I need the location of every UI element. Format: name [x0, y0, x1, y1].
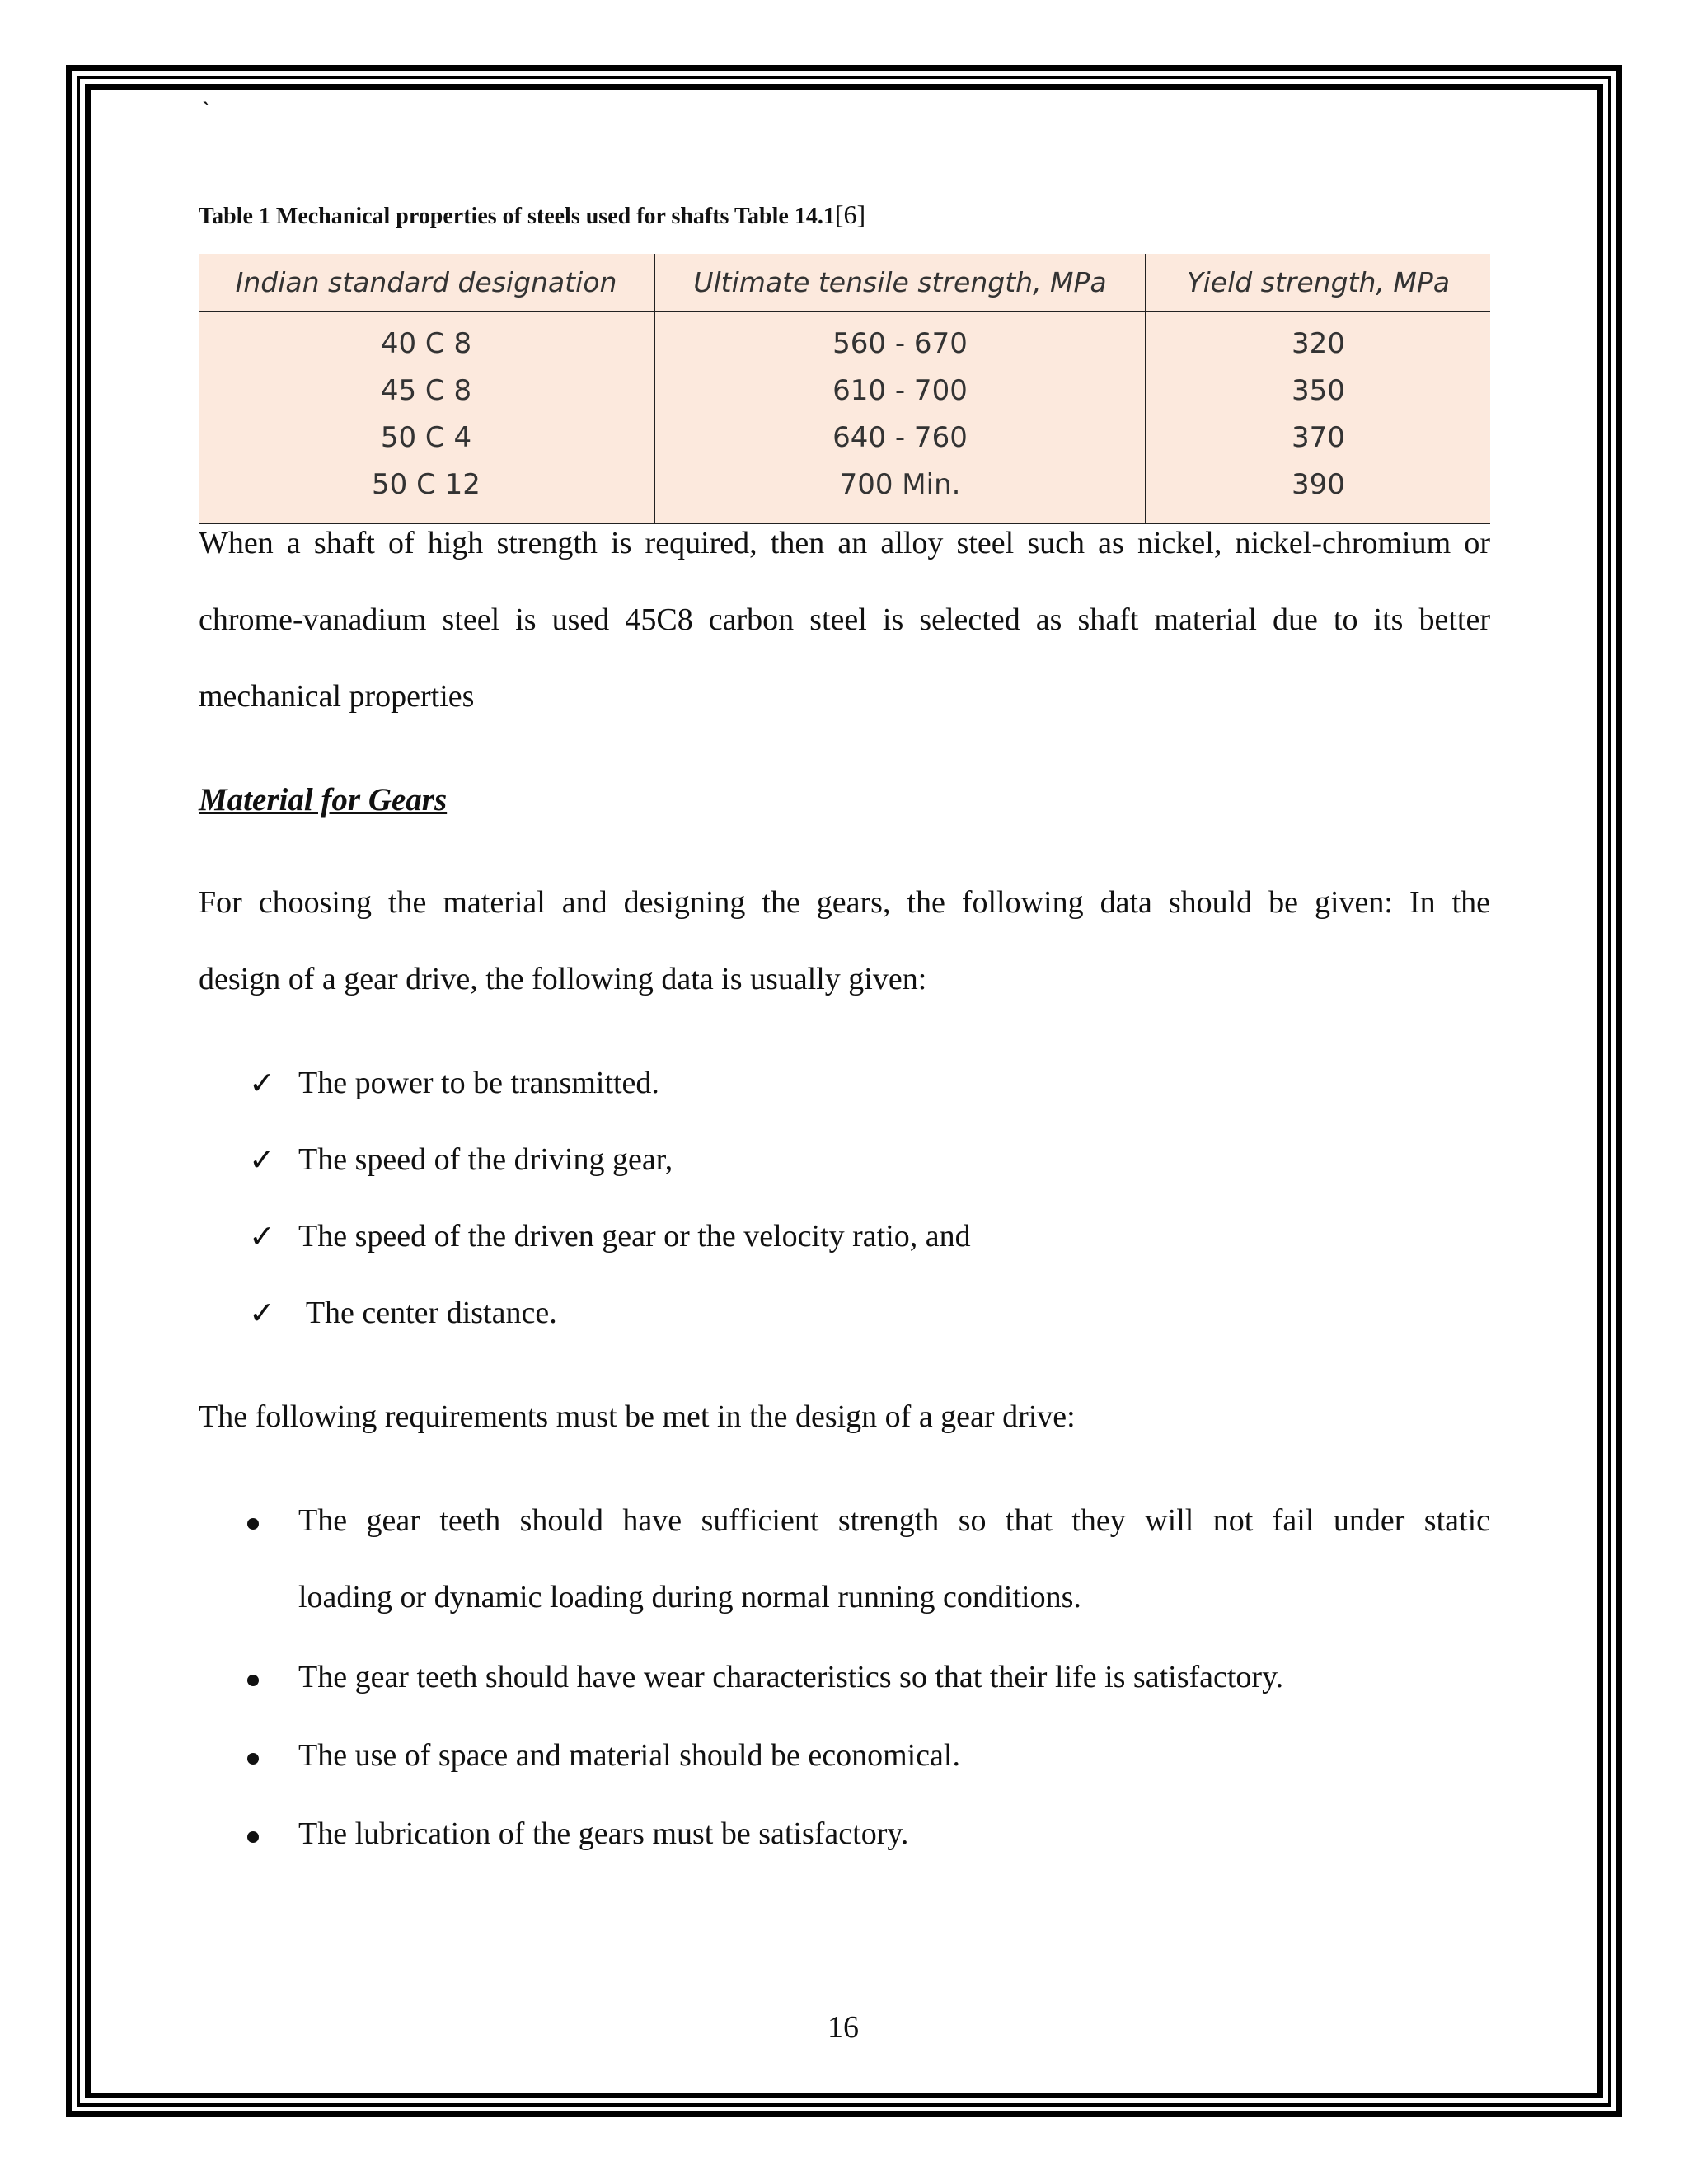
checkmark-icon: ✓ [249, 1220, 275, 1254]
header-designation: Indian standard designation [199, 254, 654, 312]
stray-backtick: ` [202, 97, 210, 124]
table-cell: 50 C 12 [372, 468, 481, 501]
check-item: The center distance. [298, 1296, 557, 1330]
bullet-item-lubrication: The lubrication of the gears must be satisfactory. [298, 1816, 909, 1851]
table-caption [199, 199, 865, 230]
column-yield-strength [1146, 312, 1490, 523]
table-header-row [199, 254, 1490, 312]
bullet-item-economy: The use of space and material should be economical. [298, 1738, 960, 1773]
bullet-item-strength-line-2: loading or dynamic loading during normal running conditions. [298, 1580, 1081, 1615]
header-yield-strength: Yield strength, MPa [1146, 254, 1490, 312]
paragraph-shaft-line-3: mechanical properties [199, 679, 475, 714]
page-number: 16 [828, 2010, 859, 2045]
table-caption-label: Table 1 Mechanical properties of steels used for shafts Table 14.1 [199, 204, 835, 229]
paragraph-gears-line-1: For choosing the material and designing the gears, the following data should be given: In the [199, 885, 1490, 920]
table-cell: 700 Min. [839, 468, 961, 501]
paragraph-gears-line-2: design of a gear drive, the following data is usually given: [199, 962, 927, 996]
paragraph-shaft-line-1: When a shaft of high strength is required, then an alloy steel such as nickel, nickel-chromium or [199, 526, 1490, 560]
bullet-icon [247, 1831, 259, 1843]
bullet-item-wear: The gear teeth should have wear characteristics so that their life is satisfactory. [298, 1660, 1284, 1694]
table-caption-reference: [6] [834, 199, 866, 229]
steel-properties-table [199, 254, 1490, 524]
check-item: The power to be transmitted. [298, 1066, 659, 1100]
column-designation [199, 312, 654, 523]
column-tensile-strength [654, 312, 1146, 523]
section-heading-material-for-gears: Material for Gears [199, 782, 448, 818]
check-item: The speed of the driven gear or the velocity ratio, and [298, 1219, 971, 1254]
paragraph-requirements: The following requirements must be met in the design of a gear drive: [199, 1399, 1076, 1434]
bullet-item-strength-line-1: The gear teeth should have sufficient strength so that they will not fail under static [298, 1503, 1490, 1538]
table-cell: 390 [1292, 468, 1345, 501]
bullet-icon [247, 1753, 259, 1765]
table-cell: 45 C 8 [380, 374, 472, 407]
header-tensile-strength: Ultimate tensile strength, MPa [654, 254, 1146, 312]
checkmark-icon: ✓ [249, 1066, 275, 1101]
table-cell: 40 C 8 [380, 327, 472, 360]
table-cell: 560 - 670 [832, 327, 968, 360]
table-cell: 350 [1292, 374, 1345, 407]
table-body-row [199, 312, 1490, 523]
bullet-icon [247, 1518, 259, 1530]
table-cell: 50 C 4 [380, 421, 472, 454]
paragraph-shaft-line-2: chrome-vanadium steel is used 45C8 carbon steel is selected as shaft material due to its better [199, 602, 1490, 637]
checkmark-icon: ✓ [249, 1143, 275, 1178]
table-cell: 610 - 700 [832, 374, 968, 407]
table-cell: 320 [1292, 327, 1345, 360]
bullet-icon [247, 1675, 259, 1686]
checkmark-icon: ✓ [249, 1296, 275, 1331]
table-cell: 370 [1292, 421, 1345, 454]
check-item: The speed of the driving gear, [298, 1142, 673, 1177]
table-cell: 640 - 760 [832, 421, 968, 454]
